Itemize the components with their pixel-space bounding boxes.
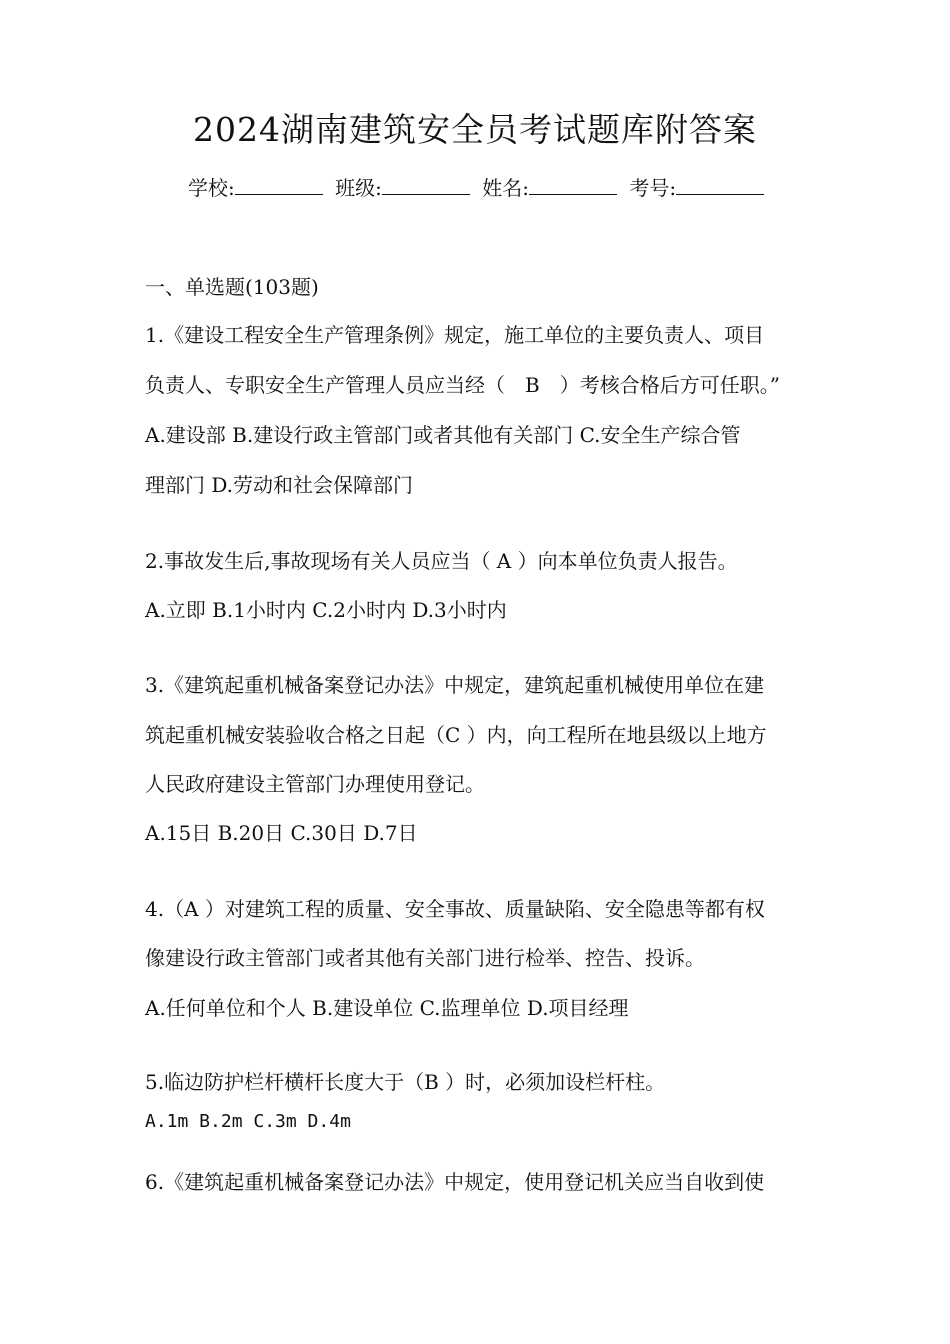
question-3-line-1: 3.《建筑起重机械备案登记办法》中规定，建筑起重机械使用单位在建 bbox=[145, 673, 765, 697]
question-4-line-2: 像建设行政主管部门或者其他有关部门进行检举、控告、投诉。 bbox=[145, 946, 705, 970]
exam-number-label: 考号: bbox=[629, 176, 677, 200]
question-1-line-2: 负责人、专职安全生产管理人员应当经（ B ）考核合格后方可任职。” bbox=[145, 373, 780, 397]
question-4-line-1: 4.（A ）对建筑工程的质量、安全事故、质量缺陷、安全隐患等都有权 bbox=[145, 897, 765, 921]
question-1-options-1: A.建设部 B.建设行政主管部门或者其他有关部门 C.安全生产综合管 bbox=[145, 423, 741, 447]
question-5-line-1: 5.临边防护栏杆横杆长度大于（B ）时，必须加设栏杆柱。 bbox=[145, 1070, 666, 1094]
question-2-options-1: A.立即 B.1小时内 C.2小时内 D.3小时内 bbox=[145, 598, 507, 622]
school-blank bbox=[235, 178, 323, 195]
document-title: 2024湖南建筑安全员考试题库附答案 bbox=[193, 110, 757, 149]
question-3-line-3: 人民政府建设主管部门办理使用登记。 bbox=[145, 772, 485, 796]
question-3-options-1: A.15日 B.20日 C.30日 D.7日 bbox=[145, 821, 418, 845]
question-1-line-1: 1.《建设工程安全生产管理条例》规定，施工单位的主要负责人、项目 bbox=[145, 323, 765, 347]
exam-number-blank bbox=[676, 178, 764, 195]
school-label: 学校: bbox=[188, 176, 235, 200]
question-6-line-1: 6.《建筑起重机械备案登记办法》中规定，使用登记机关应当自收到使 bbox=[145, 1170, 765, 1194]
class-blank bbox=[382, 178, 470, 195]
question-2-line-1: 2.事故发生后,事故现场有关人员应当（ A ）向本单位负责人报告。 bbox=[145, 549, 738, 573]
name-blank bbox=[529, 178, 617, 195]
question-5-options-1: A.1m B.2m C.3m D.4m bbox=[145, 1111, 351, 1132]
question-3-line-2: 筑起重机械安装验收合格之日起（C ）内，向工程所在地县级以上地方 bbox=[145, 723, 767, 747]
section-heading: 一、单选题(103题) bbox=[145, 275, 319, 299]
name-label: 姓名: bbox=[482, 176, 529, 200]
student-info-row bbox=[188, 172, 770, 201]
question-4-options-1: A.任何单位和个人 B.建设单位 C.监理单位 D.项目经理 bbox=[145, 996, 629, 1020]
class-label: 班级: bbox=[335, 176, 382, 200]
question-1-options-2: 理部门 D.劳动和社会保障部门 bbox=[145, 473, 414, 497]
